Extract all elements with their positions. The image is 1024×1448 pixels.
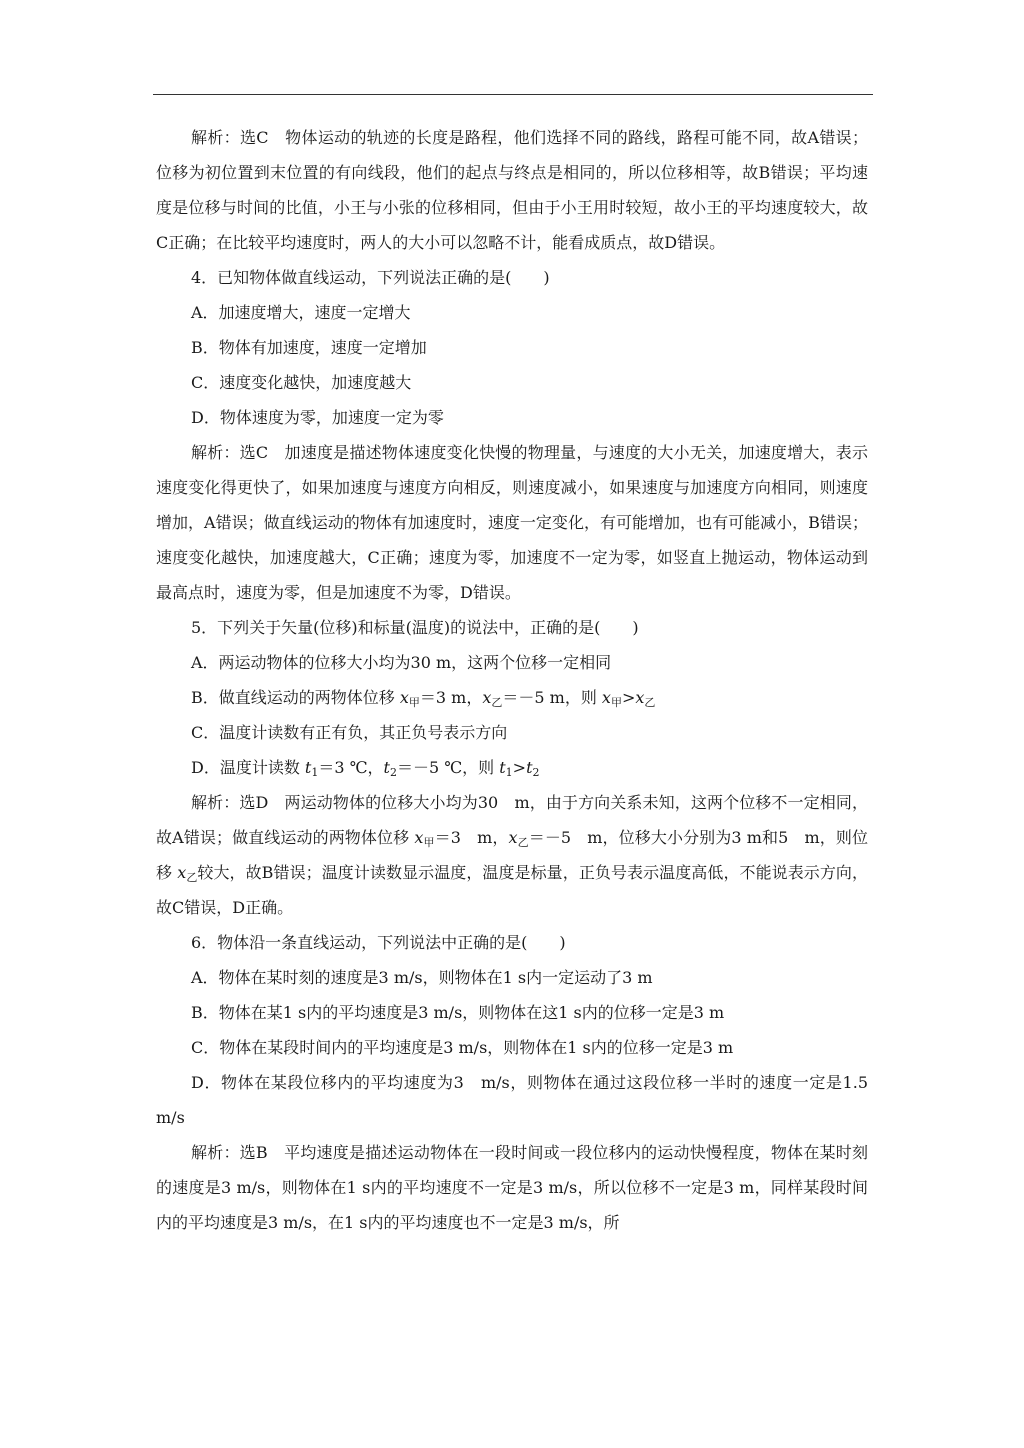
analysis-q3: 解析：选C 物体运动的轨迹的长度是路程，他们选择不同的路线，路程可能不同，故A错误；位移为初位置到末位置的有向线段，他们的起点与终点是相同的，所以位移相等，故B错误；平均速度是位移与时间的比值，小王与小张的位移相同，但由于小王用时较短，故小王的平均速度较大，故C正确；在比较平均速度时，两人的大小可以忽略不计，能看成质点，故D错误。 [156,128,868,252]
q5-analysis: 解析：选D 两运动物体的位移大小均为30 m，由于方向关系未知，这两个位移不一定相同，故A错误；做直线运动的两物体位移 $x_甲=3$ m，$x_乙=-5$ m，位移大小分别为3 m和5 m，则位移 $x_乙$较大，故B错误；温度计读数显示温度，温度是标量，正负号表示温度高低，不能说表示方向，故C错误，D正确。 [156,793,868,917]
q6-option-b: B．物体在某1 s内的平均速度是3 m/s，则物体在这1 s内的位移一定是3 m [191,1003,725,1022]
q5-option-a: A．两运动物体的位移大小均为30 m，这两个位移一定相同 [191,653,612,672]
q6-option-d: D．物体在某段位移内的平均速度为3 m/s，则物体在通过这段位移一半时的速度一定是1.5 m/s [156,1073,868,1127]
q4-option-c: C．速度变化越快，加速度越大 [191,373,412,392]
q4-option-b: B．物体有加速度，速度一定增加 [191,338,427,357]
q4-stem: 4．已知物体做直线运动，下列说法正确的是( ) [191,268,550,287]
header-rule [153,94,873,95]
q4-analysis: 解析：选C 加速度是描述物体速度变化快慢的物理量，与速度的大小无关，加速度增大，表示速度变化得更快了，如果加速度与速度方向相反，则速度减小，如果速度与加速度方向相同，则速度增加，A错误；做直线运动的物体有加速度时，速度一定变化，有可能增加，也有可能减小，B错误；速度变化越快，加速度越大，C正确；速度为零，加速度不一定为零，如竖直上抛运动，物体运动到最高点时，速度为零，但是加速度不为零，D错误。 [156,443,868,602]
q5-stem: 5．下列关于矢量(位移)和标量(温度)的说法中，正确的是( ) [191,618,639,637]
q5-option-b: B．做直线运动的两物体位移 $x_甲=3$ m，$x_乙=-5$ m，则 $x_甲>x_乙$ [191,688,656,709]
q6-analysis: 解析：选B 平均速度是描述运动物体在一段时间或一段位移内的运动快慢程度，物体在某时刻的速度是3 m/s，则物体在1 s内的平均速度不一定是3 m/s，所以位移不一定是3 m，同样某段时间内的平均速度是3 m/s，在1 s内的平均速度也不一定是3 m/s，所 [156,1143,868,1232]
q6-option-c: C．物体在某段时间内的平均速度是3 m/s，则物体在1 s内的位移一定是3 m [191,1038,734,1057]
document-body [156,120,868,1240]
q6-stem: 6．物体沿一条直线运动，下列说法中正确的是( ) [191,933,566,952]
q5-option-d: D．温度计读数 $t_1=3$ ℃，$t_2=-5$ ℃，则 $t_1>t_2$ [191,758,540,779]
q4-option-a: A．加速度增大，速度一定增大 [191,303,411,322]
q6-option-a: A．物体在某时刻的速度是3 m/s，则物体在1 s内一定运动了3 m [191,968,653,987]
q5-option-c: C．温度计读数有正有负，其正负号表示方向 [191,723,508,742]
q4-option-d: D．物体速度为零，加速度一定为零 [191,408,444,427]
